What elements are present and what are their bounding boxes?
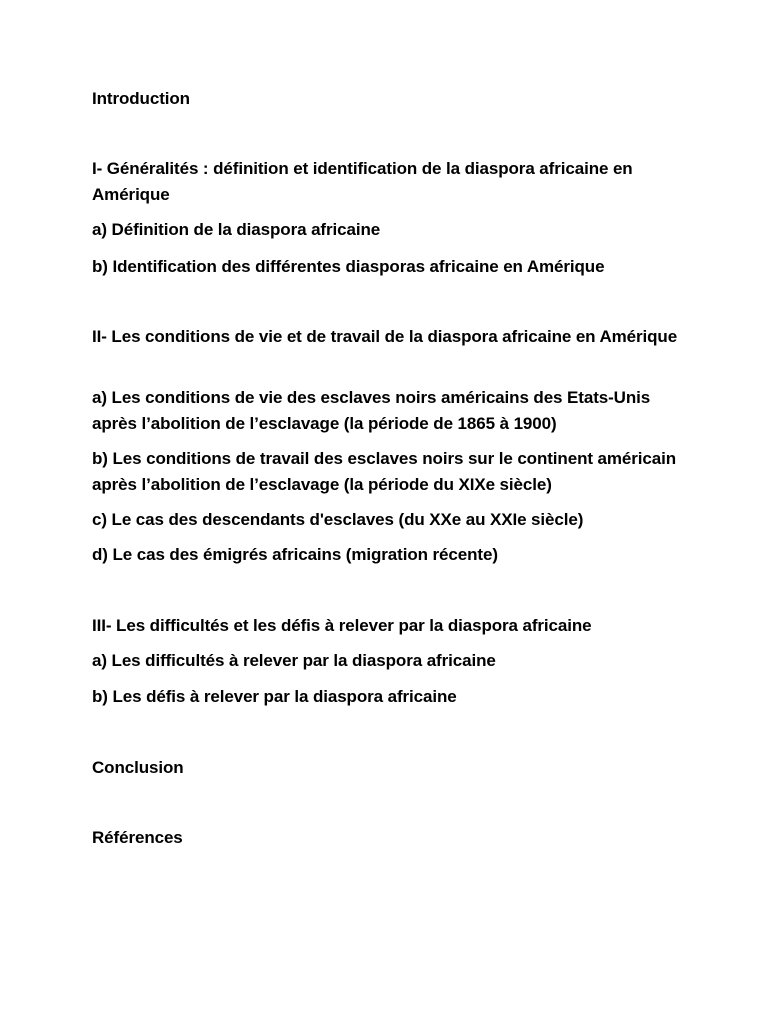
part-2-item-a: a) Les conditions de vie des esclaves noirs américains des Etats-Unis après l’abolition de l’esclavage (la période de 1865 à 1900) <box>92 388 651 433</box>
section-introduction: Introduction <box>92 89 190 108</box>
part-2-item-b: b) Les conditions de travail des esclaves noirs sur le continent américain après l’abolition de l’esclavage (la période du XIXe siècle) <box>92 449 677 494</box>
part-2-item-d: d) Le cas des émigrés africains (migration récente) <box>92 545 498 564</box>
part-2-item-c: c) Le cas des descendants d'esclaves (du XXe au XXIe siècle) <box>92 510 584 529</box>
part-3-heading: III- Les difficultés et les défis à relever par la diaspora africaine <box>92 616 592 635</box>
part-2-heading: II- Les conditions de vie et de travail de la diaspora africaine en Amérique <box>92 327 678 346</box>
part-3-item-a: a) Les difficultés à relever par la diaspora africaine <box>92 651 496 670</box>
part-1-item-a: a) Définition de la diaspora africaine <box>92 220 381 239</box>
part-1-item-b: b) Identification des différentes diasporas africaine en Amérique <box>92 257 605 276</box>
part-1-heading: I- Généralités : définition et identification de la diaspora africaine en Amérique <box>92 159 633 204</box>
part-3-item-b: b) Les défis à relever par la diaspora africaine <box>92 687 457 706</box>
section-conclusion: Conclusion <box>92 758 184 777</box>
section-references: Références <box>92 828 183 847</box>
